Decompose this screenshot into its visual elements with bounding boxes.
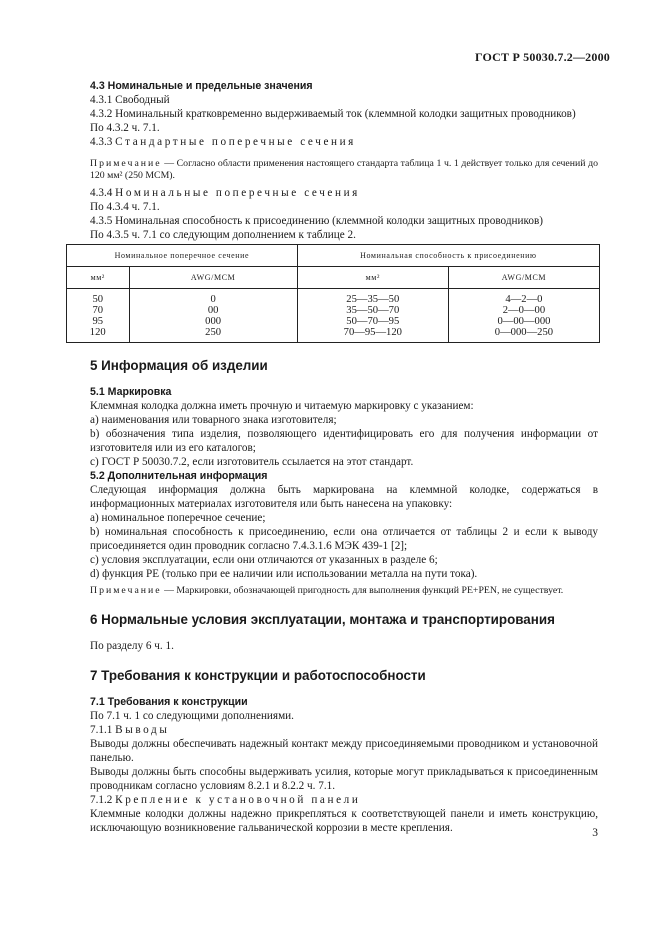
clause-4-3-2-ref: По 4.3.2 ч. 7.1. — [90, 122, 160, 134]
list-item-b: b) обозначения типа изделия, позволяющего идентифицировать его для получения информации от изготовителя или из его каталогов; — [90, 428, 598, 454]
list-item-a: а) наименования или товарного знака изготовителя; — [90, 414, 337, 426]
page-number: 3 — [592, 827, 598, 839]
clause-4-3-4: 4.3.4 Номинальные поперечные сечения — [90, 187, 360, 199]
clause-7-1-1: 7.1.1 Выводы — [90, 724, 170, 736]
table-col-mm2: мм² — [67, 267, 130, 289]
section-5-1-title: 5.1 Маркировка — [90, 386, 172, 398]
clause-4-3-2: 4.3.2 Номинальный кратковременно выдерживаемый ток (клеммной колодки защитных проводников) — [90, 108, 576, 120]
clause-7-1-1-text-1: Выводы должны обеспечивать надежный контакт между присоединяемыми проводником и установочной панелью. — [90, 738, 598, 764]
list-item-c: с) условия эксплуатации, если они отличаются от указанных в разделе 6; — [90, 554, 438, 566]
table-group-header-capacity: Номинальная способность к присоединению — [297, 245, 599, 267]
table-row — [67, 289, 600, 343]
table-cell-col4: 4—2—0 2—0—00 0—00—000 0—000—250 — [448, 289, 599, 343]
section-5-2-title: 5.2 Дополнительная информация — [90, 470, 268, 482]
note-pe-pen: Примечание — Маркировки, обозначающей пригодность для выполнения функций PE+PEN, не существует. — [90, 585, 564, 596]
clause-7-1-2-text: Клеммные колодки должны надежно прикрепляться к соответствующей панели и иметь конструкцию, исключающую возникновение гальванической коррозии в месте крепления. — [90, 808, 598, 834]
table-col-mm2: мм² — [297, 267, 448, 289]
table-cell-col3: 25—35—50 35—50—70 50—70—95 70—95—120 — [297, 289, 448, 343]
section-6-title: 6 Нормальные условия эксплуатации, монтажа и транспортирования — [90, 612, 555, 627]
section-5-title: 5 Информация об изделии — [90, 358, 268, 373]
clause-4-3-1: 4.3.1 Свободный — [90, 94, 170, 106]
clause-4-3-5: 4.3.5 Номинальная способность к присоединению (клеммной колодки защитных проводников) — [90, 215, 543, 227]
note-table-1: Примечание — Согласно области применения настоящего стандарта таблица 1 ч. 1 действует только для сечений до 120 мм² (250 MCM). — [90, 158, 598, 181]
list-item-a: а) номинальное поперечное сечение; — [90, 512, 266, 524]
list-item-b: b) номинальная способность к присоединению, если она отличается от таблицы 2 и если к выводу присоединяется один проводник согласно 7.4.3.1.6 МЭК 439-1 [2]; — [90, 526, 598, 552]
table-2-addition — [66, 244, 600, 343]
document-code-header: ГОСТ Р 50030.7.2—2000 — [474, 50, 610, 64]
clause-7-1-2: 7.1.2 Крепление к установочной панели — [90, 794, 361, 806]
clause-5-1-intro: Клеммная колодка должна иметь прочную и читаемую маркировку с указанием: — [90, 400, 474, 412]
table-cell-col1: 50 70 95 120 — [67, 289, 130, 343]
table-col-awg: AWG/MCM — [129, 267, 297, 289]
clause-6-ref: По разделу 6 ч. 1. — [90, 640, 174, 652]
section-7-1-title: 7.1 Требования к конструкции — [90, 696, 248, 708]
section-4-3-title: 4.3 Номинальные и предельные значения — [90, 80, 313, 92]
list-item-c: с) ГОСТ Р 50030.7.2, если изготовитель ссылается на этот стандарт. — [90, 456, 414, 468]
clause-5-2-intro: Следующая информация должна быть маркирована на клеммной колодке, содержаться в информационных материалах изготовителя или быть нанесена на упаковку: — [90, 484, 598, 510]
clause-4-3-3: 4.3.3 Стандартные поперечные сечения — [90, 136, 356, 148]
page-content — [90, 79, 598, 835]
clause-4-3-4-ref: По 4.3.4 ч. 7.1. — [90, 201, 160, 213]
clause-7-1-1-text-2: Выводы должны быть способны выдерживать усилия, которые могут прикладываться к присоединенным проводникам согласно условиям 8.2.1 и 8.2.2 ч. 7.1. — [90, 766, 598, 792]
section-7-title: 7 Требования к конструкции и работоспособности — [90, 668, 426, 683]
clause-4-3-5-ref: По 4.3.5 ч. 7.1 со следующим дополнением к таблице 2. — [90, 229, 356, 241]
list-item-d: d) функция PE (только при ее наличии или использовании металла на пути тока). — [90, 568, 478, 580]
table-group-header-section: Номинальное поперечное сечение — [67, 245, 298, 267]
table-col-awg: AWG/MCM — [448, 267, 599, 289]
table-cell-col2: 0 00 000 250 — [129, 289, 297, 343]
clause-7-1-intro: По 7.1 ч. 1 со следующими дополнениями. — [90, 710, 294, 722]
